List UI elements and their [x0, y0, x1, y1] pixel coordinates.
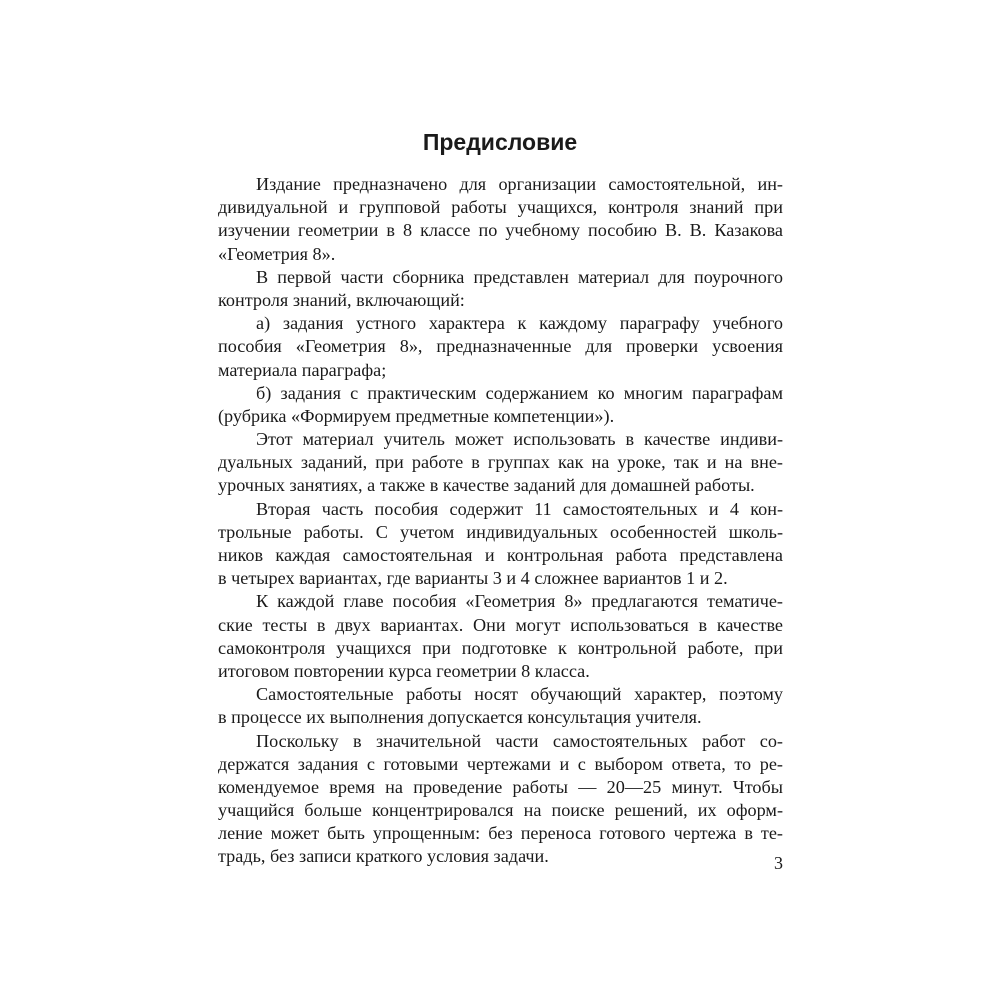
text-line: в четырех вариантах, где варианты 3 и 4 сложнее вариантов 1 и 2.	[218, 568, 728, 589]
text-line: б) задания с практическим содержанием ко многим параграфам	[256, 382, 783, 403]
text-line: дивидуальной и групповой работы учащихся, контроля знаний при	[218, 197, 783, 218]
text-line: (рубрика «Формируем предметные компетенции»).	[218, 405, 615, 426]
text-line: дуальных заданий, при работе в группах как на уроке, так и на вне-	[218, 452, 783, 473]
text-line: пособия «Геометрия 8», предназначенные для проверки усвоения	[218, 336, 783, 357]
text-line: ление может быть упрощенным: без переноса готового чертежа в те-	[218, 823, 783, 844]
text-line: урочных занятиях, а также в качестве заданий для домашней работы.	[218, 475, 755, 496]
text-line: «Геометрия 8».	[218, 243, 336, 264]
text-line: комендуемое время на проведение работы — 20—25 минут. Чтобы	[218, 776, 783, 797]
text-line: материала параграфа;	[218, 359, 387, 380]
text-line: держатся задания с готовыми чертежами и с выбором ответа, то ре-	[218, 753, 783, 774]
text-line: а) задания устного характера к каждому параграфу учебного	[256, 313, 783, 334]
text-line: итоговом повторении курса геометрии 8 класса.	[218, 660, 590, 681]
text-line: изучении геометрии в 8 классе по учебному пособию В. В. Казакова	[218, 220, 783, 241]
text-line: Поскольку в значительной части самостоятельных работ со-	[256, 730, 783, 751]
text-line: Самостоятельные работы носят обучающий характер, поэтому	[256, 684, 783, 705]
page-number: 3	[774, 853, 783, 873]
page-title: Предисловие	[422, 129, 578, 155]
text-line: Этот материал учитель может использовать в качестве индиви-	[256, 429, 783, 450]
text-line: ские тесты в двух вариантах. Они могут использоваться в качестве	[218, 614, 783, 635]
text-line: Вторая часть пособия содержит 11 самостоятельных и 4 кон-	[256, 498, 783, 519]
text-line: контроля знаний, включающий:	[218, 289, 465, 310]
text-line: учащийся больше концентрировался на поиске решений, их оформ-	[218, 800, 783, 821]
text-line: трольные работы. С учетом индивидуальных особенностей школь-	[218, 521, 783, 542]
text-line: Издание предназначено для организации самостоятельной, ин-	[256, 174, 783, 194]
text-line: ников каждая самостоятельная и контрольная работа представлена	[218, 545, 783, 565]
text-line: К каждой главе пособия «Геометрия 8» предлагаются тематиче-	[256, 591, 783, 612]
text-line: в процессе их выполнения допускается консультация учителя.	[218, 707, 702, 728]
text-line: самоконтроля учащихся при подготовке к контрольной работе, при	[218, 637, 783, 658]
preface-body	[218, 173, 783, 869]
text-line: традь, без записи краткого условия задачи.	[218, 846, 549, 867]
text-line: В первой части сборника представлен материал для поурочного	[256, 266, 783, 287]
